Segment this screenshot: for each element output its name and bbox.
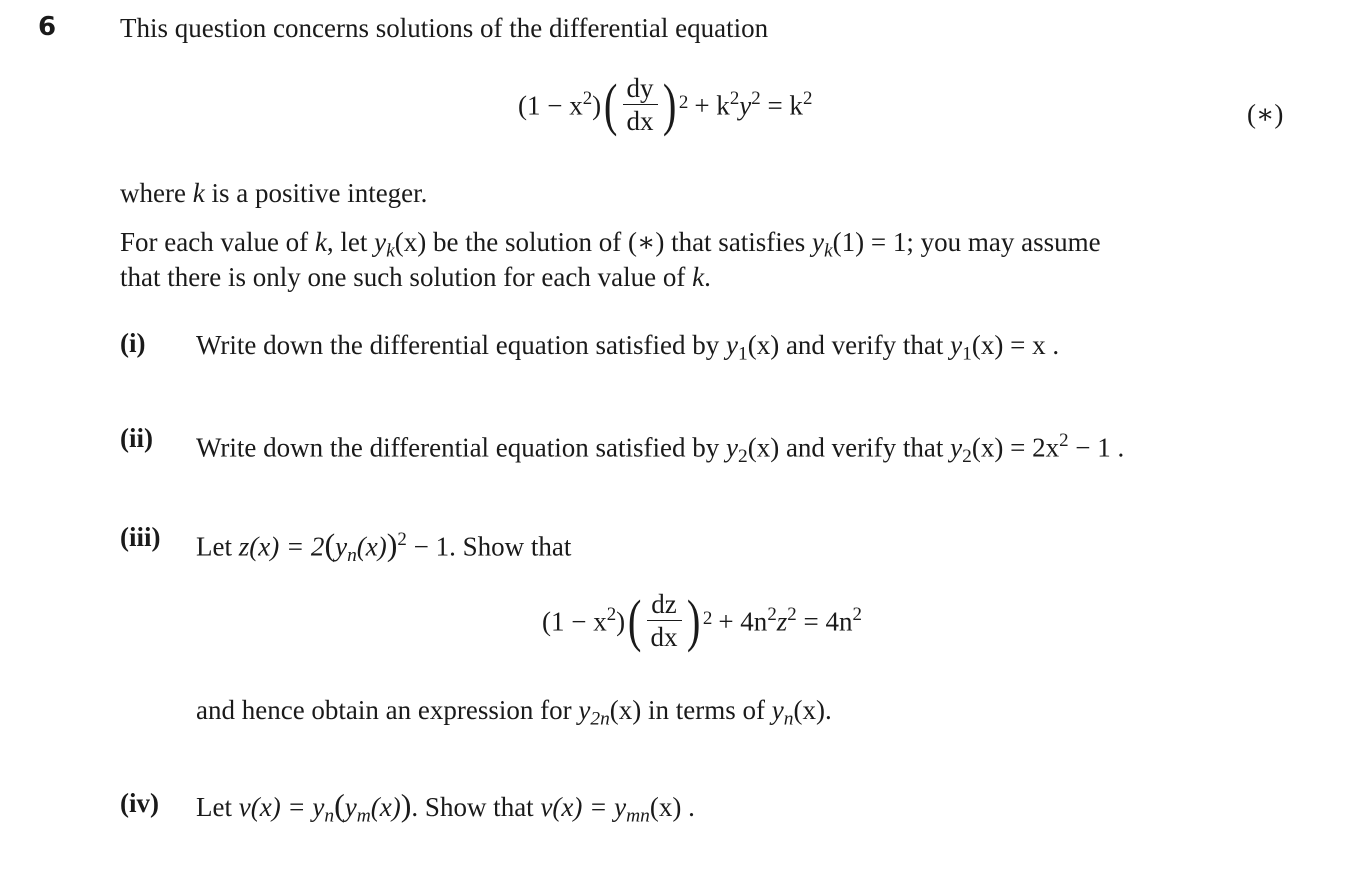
main-eq-outer-sup: 2 xyxy=(678,91,689,113)
iii-eq-rhs-z: z xyxy=(776,606,788,637)
part-iv-vsub: n xyxy=(324,805,335,827)
part-iv-label: (iv) xyxy=(120,788,159,818)
main-eq-rhs-k: + k xyxy=(694,90,730,121)
part-iii-line2-arg: (x) xyxy=(609,695,642,725)
iii-eq-equals: = 4n xyxy=(796,606,853,637)
main-eq-rhs-sup3: 2 xyxy=(802,87,813,109)
part-i-sub: 1 xyxy=(738,343,748,365)
part-ii-a: Write down the differential equation satisfied by xyxy=(196,432,727,463)
part-iii-line2-arg2: (x) xyxy=(793,695,825,725)
iii-eq-outer-sup: 2 xyxy=(702,607,713,629)
para2-line2-k: k xyxy=(692,262,705,292)
iii-eq-lhs-close: ) xyxy=(616,606,626,637)
part-i-a: Write down the differential equation satisfied by xyxy=(196,330,727,360)
part-iv-text xyxy=(196,788,695,833)
part-i-label: (i) xyxy=(120,328,146,358)
main-eq-rhs-sup1: 2 xyxy=(729,87,740,109)
part-ii-sub2: 2 xyxy=(962,445,972,467)
part-i-text xyxy=(196,328,1059,371)
main-eq-denominator: dx xyxy=(626,106,654,136)
part-i-y: y xyxy=(726,330,738,360)
part-iii-z: z(x) = 2 xyxy=(238,531,325,562)
part-i-rest: (x) = x . xyxy=(971,330,1060,360)
part-i-sub2: 1 xyxy=(962,343,972,365)
para2-cond-y: y xyxy=(812,227,825,257)
main-eq-rhs-y: y xyxy=(739,90,752,121)
para2-yk-arg: (x) xyxy=(394,227,427,257)
main-eq-lhs-sup: 2 xyxy=(582,87,593,109)
para2-cond-sub: k xyxy=(824,240,833,262)
iii-eq-rhs-sup2: 2 xyxy=(787,603,797,625)
part-iv-paren-open: ( xyxy=(334,787,345,823)
part-iv-v2sub: mn xyxy=(626,805,650,827)
main-eq-left-paren: ( xyxy=(604,71,618,137)
main-eq-numerator: dy xyxy=(623,72,658,105)
para2-line2 xyxy=(120,260,711,295)
question-number: 6 xyxy=(38,12,57,42)
part-iii-line2-sub2: n xyxy=(783,708,794,730)
iii-eq-rhs-sup3: 2 xyxy=(852,603,862,625)
part-iii-yn-arg: (x) xyxy=(356,531,387,562)
where-k: k xyxy=(192,178,205,208)
iii-eq-left-paren: ( xyxy=(628,587,642,653)
main-eq-rhs xyxy=(694,88,812,121)
part-iii-b: − 1. Show that xyxy=(406,531,572,562)
where-text-b: is a positive integer. xyxy=(204,178,428,208)
part-ii-sup: 2 xyxy=(1059,430,1069,451)
para2-yk-sub: k xyxy=(386,240,395,262)
part-iv-v: v(x) = y xyxy=(238,792,325,822)
main-eq-lhs-text: (1 − x xyxy=(518,90,583,121)
part-ii-b: and verify that xyxy=(779,432,951,463)
part-ii-y2: y xyxy=(950,432,963,463)
main-eq-lhs-close: ) xyxy=(592,90,602,121)
main-eq-derivative xyxy=(623,72,658,137)
para2-b: , let xyxy=(326,227,375,257)
iii-eq-rhs-sup1: 2 xyxy=(767,603,777,625)
part-iii-line2-sub: 2n xyxy=(590,708,610,730)
part-ii-rest: (x) = 2x xyxy=(971,432,1060,463)
part-iii-text xyxy=(196,522,571,573)
equation-tag: (∗) xyxy=(1247,99,1284,129)
part-iii-line2-a: and hence obtain an expression for xyxy=(196,695,579,725)
part-ii-tail: − 1 . xyxy=(1068,432,1125,463)
part-iv-b: . Show that xyxy=(411,792,541,822)
question-intro: This question concerns solutions of the differential equation xyxy=(120,13,769,43)
part-iii-sq: 2 xyxy=(397,529,407,550)
part-iii-line2 xyxy=(196,693,832,736)
iii-eq-rhs xyxy=(718,604,862,637)
para2-k: k xyxy=(314,227,327,257)
part-iii-line2-b: in terms of xyxy=(641,695,772,725)
part-iii-line2-y: y xyxy=(578,695,591,725)
part-iv-paren-close: ) xyxy=(400,787,412,823)
para2-yk-y: y xyxy=(374,227,387,257)
part-iv-v2rest: (x) . xyxy=(649,792,695,822)
part-ii-y: y xyxy=(726,432,738,463)
iii-eq-rhs-4n: + 4n xyxy=(718,606,768,637)
iii-eq-lhs-text: (1 − x xyxy=(542,606,607,637)
para2-cond-rest: (1) = 1; you may assume xyxy=(832,227,1101,257)
part-iv-ym-arg: (x) xyxy=(370,792,401,822)
part-iii-line2-c: . xyxy=(824,695,832,725)
where-line xyxy=(120,176,427,211)
where-text-a: where xyxy=(120,178,193,208)
part-iii-label: (iii) xyxy=(120,522,161,552)
part-iii-paren-open: ( xyxy=(324,526,336,563)
para2-a: For each value of xyxy=(120,227,315,257)
iii-eq-right-paren: ) xyxy=(686,587,700,653)
part-iv-a: Let xyxy=(196,792,239,822)
para2-c: be the solution of (∗) that satisfies xyxy=(426,227,813,257)
iii-eq-numerator: dz xyxy=(647,588,682,621)
part-iii-paren-close: ) xyxy=(386,526,398,563)
part-iii-yn-sub: n xyxy=(347,544,357,566)
part-ii-arg: (x) xyxy=(747,432,780,463)
part-i-b: and verify that xyxy=(779,330,951,360)
iii-eq-denominator: dx xyxy=(650,622,678,652)
part-ii-label: (ii) xyxy=(120,423,153,453)
main-equation xyxy=(518,72,812,137)
part-iv-v2: v(x) = y xyxy=(540,792,627,822)
part-iii-yn: y xyxy=(335,531,348,562)
part-iii-a: Let xyxy=(196,531,239,562)
main-eq-lhs xyxy=(518,88,601,121)
main-eq-right-paren: ) xyxy=(662,71,676,137)
para2-line2-a: that there is only one such solution for each value of xyxy=(120,262,693,292)
para2-line2-b: . xyxy=(704,262,711,292)
part-ii-text xyxy=(196,423,1124,474)
part-iv-ym-sub: m xyxy=(356,805,371,827)
part-i-arg: (x) xyxy=(747,330,780,360)
part-ii-sub: 2 xyxy=(738,445,748,467)
iii-eq-derivative xyxy=(647,588,682,653)
iii-equation xyxy=(542,588,862,653)
part-iv-ym: y xyxy=(344,792,357,822)
part-iii-line2-y2: y xyxy=(771,695,784,725)
iii-eq-lhs xyxy=(542,604,625,637)
part-i-y2: y xyxy=(950,330,963,360)
main-eq-equals: = k xyxy=(760,90,803,121)
main-eq-rhs-sup2: 2 xyxy=(751,87,761,109)
iii-eq-lhs-sup: 2 xyxy=(606,603,617,625)
